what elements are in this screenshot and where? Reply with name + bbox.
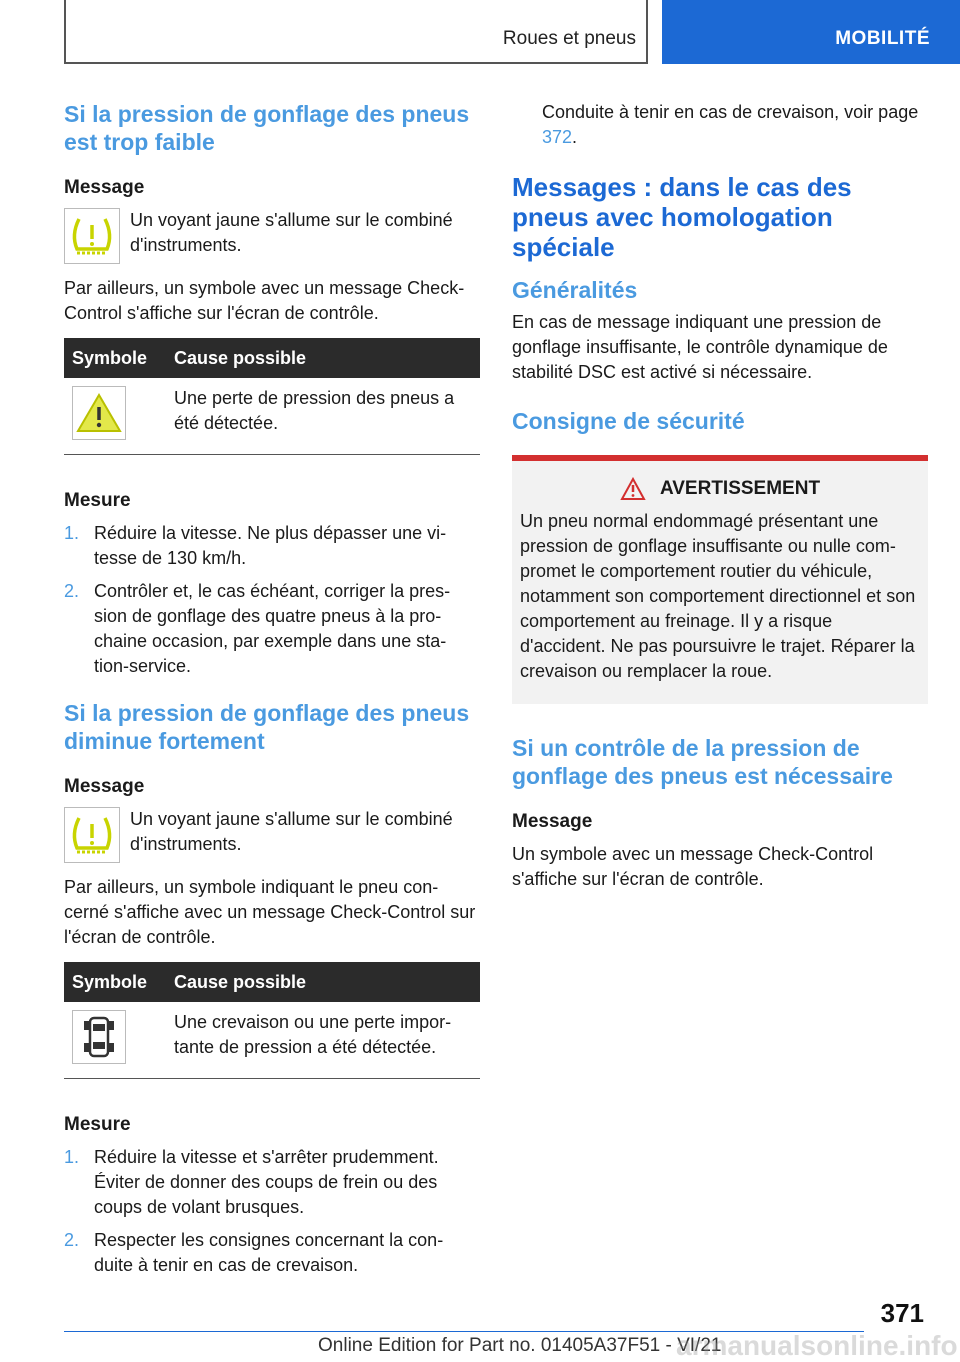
page-link[interactable]: 372 xyxy=(542,127,573,147)
message-text: Un voyant jaune s'allume sur le combiné d'instruments. xyxy=(130,809,453,854)
message-heading: Message xyxy=(64,177,145,198)
section-title-low-pressure: Si la pression de gonflage des pneus est trop faible xyxy=(64,101,470,155)
general-text: En cas de message indiquant une pression de gonflage insuffisante, le contrôle dynamique de stabilité DSC est activé si nécessaire. xyxy=(512,312,888,382)
cause-cell: Une perte de pression des pneus a été détectée. xyxy=(166,378,480,455)
message-text: Un symbole avec un message Check-Control s'affiche sur l'écran de contrôle. xyxy=(512,844,874,889)
step-text: Respecter les consignes concernant la con-duite à tenir en cas de crevaison. xyxy=(94,1230,444,1275)
message-heading: Message xyxy=(512,811,593,832)
column-header-cause: Cause possible xyxy=(166,338,480,378)
reference-paragraph xyxy=(512,100,928,150)
reference-text: Conduite à tenir en cas de crevaison, voir page xyxy=(542,102,919,122)
step-number: 2. xyxy=(64,1230,80,1250)
header-section-title: Roues et pneus xyxy=(502,28,636,49)
column-header-symbol: Symbole xyxy=(64,962,166,1002)
car-tire-position-icon xyxy=(72,1010,126,1064)
measure-heading: Mesure xyxy=(64,1114,131,1135)
step-number: 2. xyxy=(64,581,80,601)
list-item xyxy=(64,1145,480,1220)
section-title-pressure-drop: Si la pression de gonflage des pneus diminue fortement xyxy=(64,700,470,754)
left-column xyxy=(64,100,480,1298)
step-text: Réduire la vitesse. Ne plus dépasser une vi-tesse de 130 km/h. xyxy=(94,523,447,568)
tire-pressure-warning-icon xyxy=(64,807,120,863)
symbol-table xyxy=(64,338,480,455)
paragraph: Par ailleurs, un symbole indiquant le pneu con-cerné s'affiche avec un message Check-Control sur l'écran de contrôle. xyxy=(64,877,476,947)
warning-box xyxy=(512,455,928,704)
tire-pressure-warning-icon xyxy=(64,208,120,264)
header-chapter-tab[interactable] xyxy=(662,0,960,64)
page-number: 371 xyxy=(880,1298,924,1328)
section-title-check-needed: Si un contrôle de la pression de gonflage des pneus est nécessaire xyxy=(512,735,893,789)
warning-triangle-icon xyxy=(72,386,126,440)
safety-title: Consigne de sécurité xyxy=(512,408,745,434)
message-row xyxy=(64,208,480,264)
step-number: 1. xyxy=(64,1147,80,1167)
cause-cell: Une crevaison ou une perte impor-tante de pression a été détectée. xyxy=(166,1002,480,1079)
reference-end: . xyxy=(572,127,578,147)
warning-text: Un pneu normal endommagé présentant une pression de gonflage insuffisante ou nulle com-promet le comportement routier du véhicule, notamment son comportement directionnel et son comportement au freinage. Il y a risque d'accident. Ne pas poursuivre le trajet. Réparer la crevaison ou remplacer la roue. xyxy=(520,511,916,681)
table-row xyxy=(64,1002,480,1079)
measure-heading: Mesure xyxy=(64,490,131,511)
symbol-table xyxy=(64,962,480,1079)
header-chapter-label: MOBILITÉ xyxy=(835,28,930,49)
message-text: Un voyant jaune s'allume sur le combiné d'instruments. xyxy=(130,210,453,255)
list-item xyxy=(64,1228,480,1278)
message-row xyxy=(64,807,480,863)
right-column xyxy=(512,100,928,904)
step-number: 1. xyxy=(64,523,80,543)
warning-title xyxy=(520,477,920,501)
main-title: Messages : dans le cas des pneus avec homologation spéciale xyxy=(512,172,852,262)
column-header-symbol: Symbole xyxy=(64,338,166,378)
column-header-cause: Cause possible xyxy=(166,962,480,1002)
list-item xyxy=(64,521,480,571)
footer-edition: Online Edition for Part no. 01405A37F51 - VI/21 xyxy=(318,1335,722,1356)
steps-list xyxy=(64,521,480,679)
step-text: Réduire la vitesse et s'arrêter prudemment. Éviter de donner des coups de frein ou des coups de volant brusques. xyxy=(94,1147,439,1217)
table-row xyxy=(64,378,480,455)
steps-list xyxy=(64,1145,480,1278)
message-heading: Message xyxy=(64,776,145,797)
list-item xyxy=(64,579,480,679)
general-title: Généralités xyxy=(512,277,638,303)
watermark: armanualsonline.info xyxy=(676,1330,958,1361)
warning-label: AVERTISSEMENT xyxy=(659,478,821,499)
paragraph: Par ailleurs, un symbole avec un message Check-Control s'affiche sur l'écran de contrôle. xyxy=(64,278,465,323)
step-text: Contrôler et, le cas échéant, corriger la pres-sion de gonflage des quatre pneus à la pro-chaine occasion, par exemple dans une sta-tion-service. xyxy=(94,581,451,676)
warning-triangle-icon xyxy=(620,477,646,501)
